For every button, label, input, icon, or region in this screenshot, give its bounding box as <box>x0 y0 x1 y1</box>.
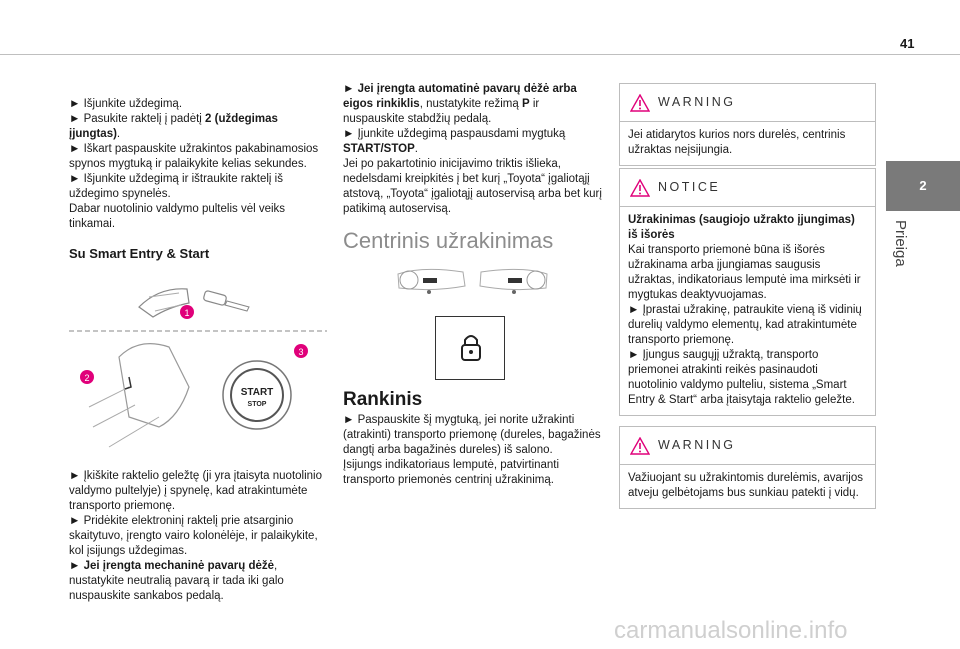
key-illustration <box>69 267 327 469</box>
column-1 <box>69 97 327 604</box>
text: . <box>414 143 418 155</box>
notice-text: ► Įjungus saugųjį užraktą, transporto priemonei atrakinti reikės pasinaudoti nuotolinio valdymo pulteliu, sistema „Smart Entry & Start“ arba įtaisytąja raktelio geležte. <box>628 349 855 406</box>
paragraph: ► Išjunkite uždegimą. <box>69 98 183 110</box>
bold-text: START/STOP <box>343 143 415 155</box>
notice-triangle-icon <box>630 179 650 197</box>
chapter-name <box>893 220 913 280</box>
warning-header <box>620 84 875 122</box>
text: ► Įjunkite uždegimą paspausdami mygtuką <box>343 128 566 140</box>
header-rule <box>0 54 960 55</box>
section-heading: Rankinis <box>343 389 423 410</box>
text: ir nuspauskite stabdžių pedalą. <box>343 98 540 125</box>
notice-body <box>620 207 875 415</box>
illustration-svg <box>69 267 327 469</box>
bold-text: ► Jei įrengta automatinė pavarų dėžė arba eigos rinkiklis <box>343 83 577 110</box>
paragraph <box>343 82 603 127</box>
lock-button[interactable] <box>435 316 505 380</box>
warning-title: WARNING <box>658 95 736 109</box>
paragraph: ► Išjunkite uždegimą ir ištraukite raktelį iš uždegimo spynelės. <box>69 173 283 200</box>
callout-3: 3 <box>298 347 304 357</box>
bold-text: P <box>521 98 530 110</box>
bold-text: 2 (uždegimas įjungtas) <box>69 113 278 140</box>
text: . <box>116 128 121 140</box>
notice-bold: Užrakinimas (saugiojo užrakto įjungimas) iš išorės <box>628 214 855 241</box>
column-2 <box>343 82 603 488</box>
chapter-name-text: Prieiga <box>892 220 909 267</box>
paragraph <box>69 112 327 142</box>
lock-icon <box>436 317 506 381</box>
notice-text: ► Įprastai užrakinę, patraukite vieną iš vidinių durelių valdymo elementų, kad atrakintumėte transporto priemonę. <box>628 304 862 346</box>
warning-box <box>619 83 876 166</box>
paragraph: ► Iškart paspauskite užrakintos pakabinamosios spynos mygtuką ir palaikykite kelias sekundes. <box>69 143 319 170</box>
bold-text: ► Jei įrengta mechaninė pavarų dėžė <box>69 560 275 572</box>
paragraph: Dabar nuotolinio valdymo pultelis vėl veiks tinkamai. <box>69 203 286 230</box>
paragraph: Jei po pakartotinio inicijavimo triktis išlieka, nedelsdami kreipkitės į bet kurį „Toyota“ įgaliotąjį atstovą, „Toyota“ įgaliotąjį autoservisą arba bet kurį patikimą autoservisą. <box>343 158 602 215</box>
callout-2: 2 <box>84 373 90 383</box>
main-heading: Centrinis užrakinimas <box>343 228 554 253</box>
paragraph: ► Pridėkite elektroninį raktelį prie atsarginio skaitytuvo, įrengto vairo kolonėlėje, ir palaikykite, kol įsijungs uždegimas. <box>69 515 318 557</box>
section-heading: Su Smart Entry & Start <box>69 246 210 261</box>
warning-text: Jei atidarytos kurios nors durelės, centrinis užraktas neįsijungia. <box>628 129 846 156</box>
warning-box-2 <box>619 426 876 509</box>
page-number: 41 <box>900 36 915 51</box>
warning-triangle-icon <box>630 437 650 455</box>
warning-text: Važiuojant su užrakintomis durelėmis, avarijos atveju gelbėtojams bus sunkiau patekti į vidų. <box>628 472 863 499</box>
warning-title: WARNING <box>658 438 736 452</box>
paragraph <box>343 127 603 157</box>
notice-text: Kai transporto priemonė būna iš išorės užrakinama arba įjungiamas saugusis užraktas, indikatoriaus lemputė ima mirksėti ir mygtukas deaktyvuojamas. <box>628 244 861 301</box>
stop-label: STOP <box>247 401 267 408</box>
warning-triangle-icon <box>630 94 650 112</box>
notice-box <box>619 168 876 416</box>
callout-1: 1 <box>184 308 190 318</box>
paragraph: ► Įkiškite raktelio geležtę (ji yra įtaisyta nuotolinio valdymo pultelyje) į spynelę, kad atrakintumėte transporto priemonę. <box>69 470 322 512</box>
dashboard-svg <box>343 264 603 304</box>
car-lock-illustration <box>343 264 603 304</box>
paragraph: Įsijungs indikatoriaus lemputė, patvirtinanti transporto priemonės centrinį užrakinimą. <box>343 459 560 486</box>
start-label: START <box>240 387 274 398</box>
paragraph: ► Paspauskite šį mygtuką, jei norite užrakinti (atrakinti) transporto priemonę (dureles, bagažinės dangtį arba bagažinės dureles) iš salono. <box>343 414 601 456</box>
chapter-tab[interactable]: 2 <box>886 161 960 211</box>
notice-header <box>620 169 875 207</box>
warning-header <box>620 427 875 465</box>
text: , nustatykite režimą <box>419 98 522 110</box>
notice-title: NOTICE <box>658 180 721 194</box>
watermark: carmanualsonline.info <box>614 617 848 644</box>
text: , nustatykite neutralią pavarą ir tada iki galo nuspauskite sankabos pedalą. <box>69 560 284 602</box>
paragraph <box>69 559 327 604</box>
text: ► Pasukite raktelį į padėtį <box>69 113 206 125</box>
